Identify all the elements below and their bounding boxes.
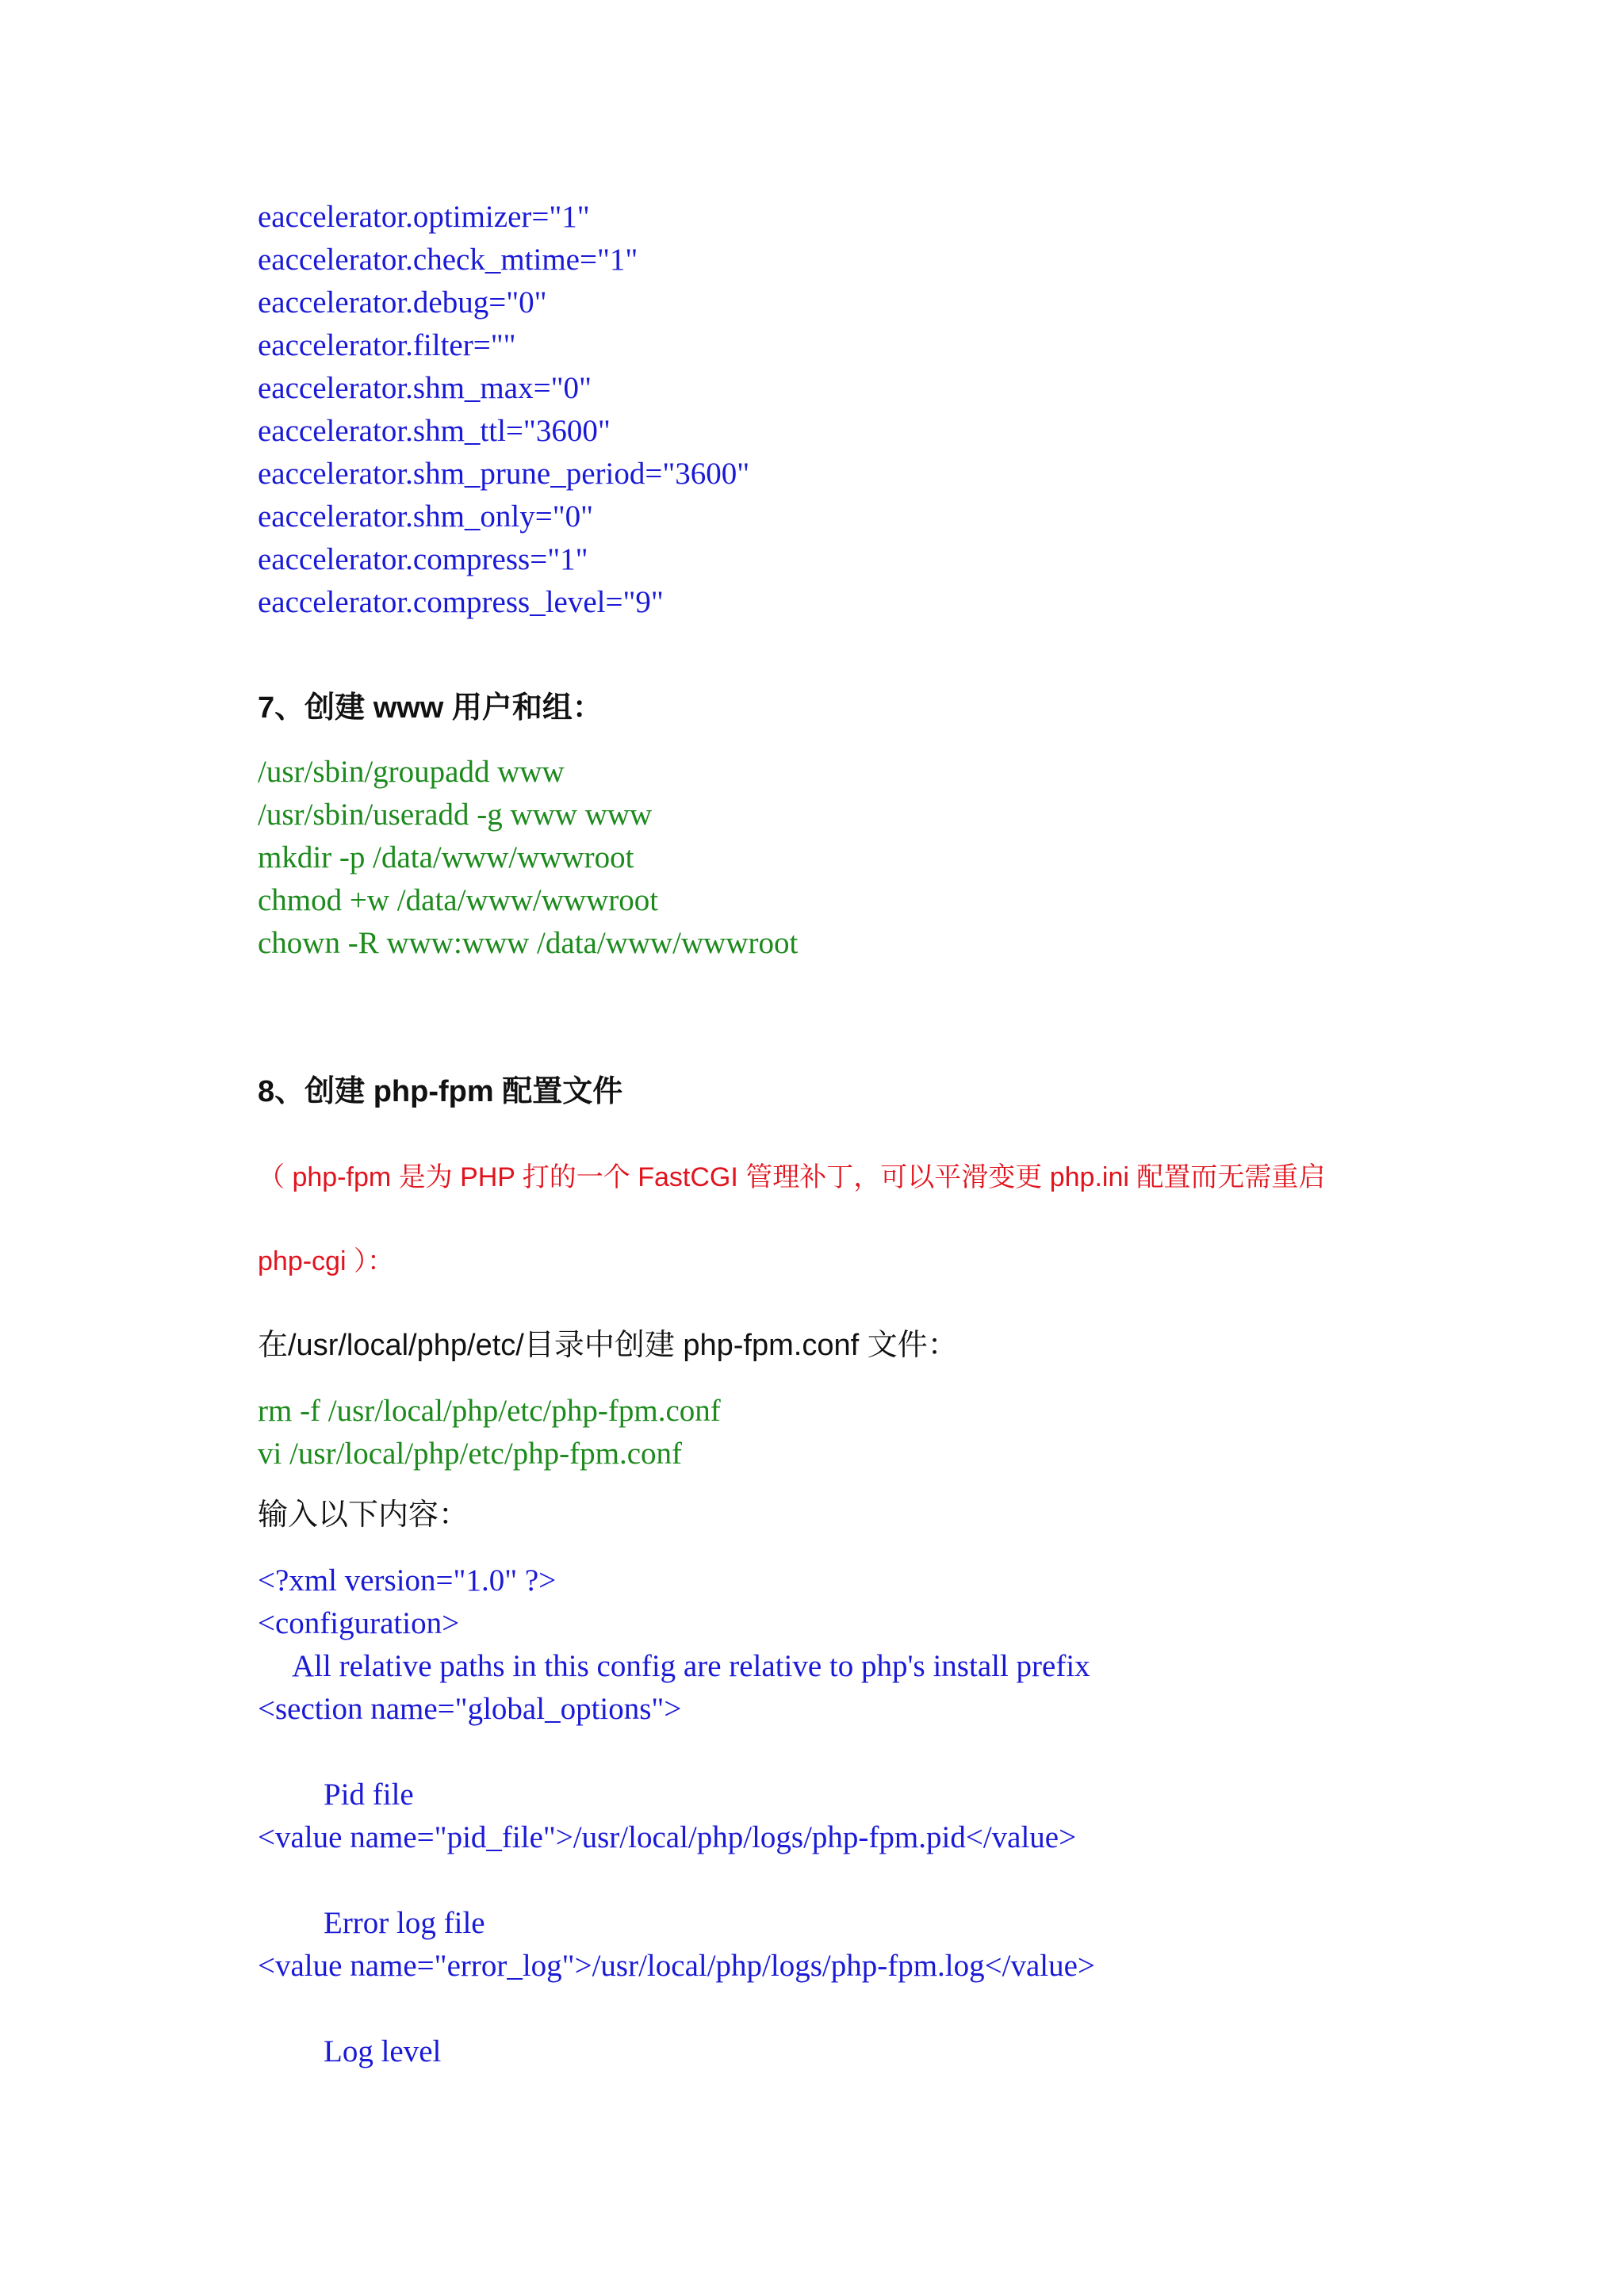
command-line: vi /usr/local/php/etc/php-fpm.conf (258, 1437, 683, 1471)
command-line: mkdir -p /data/www/wwwroot (258, 840, 634, 874)
config-comment: Pid file (324, 1777, 414, 1812)
config-line: <value name="pid_file">/usr/local/php/logs/php-fpm.pid</value> (258, 1820, 1077, 1854)
section-7-heading: 7、创建 www 用户和组： (258, 691, 603, 725)
input-following-label: 输入以下内容： (258, 1498, 469, 1532)
config-line: eaccelerator.filter="" (258, 328, 516, 362)
command-line: chown -R www:www /data/www/wwwroot (258, 926, 799, 960)
section-8-note-line-1: （ php-fpm 是为 PHP 打的一个 FastCGI 管理补丁，可以平滑变更 php.ini 配置而无需重启 (258, 1162, 1326, 1192)
config-line: <?xml version="1.0" ?> (258, 1563, 557, 1598)
section-8-intro: 在/usr/local/php/etc/目录中创建 php-fpm.conf 文件： (258, 1329, 958, 1362)
command-line: chmod +w /data/www/wwwroot (258, 883, 659, 917)
config-line: eaccelerator.compress_level="9" (258, 585, 664, 619)
config-line: eaccelerator.compress="1" (258, 542, 588, 576)
command-line: /usr/sbin/groupadd www (258, 755, 565, 789)
config-line: eaccelerator.shm_max="0" (258, 371, 592, 405)
config-comment: Log level (324, 2034, 442, 2068)
config-line: eaccelerator.optimizer="1" (258, 200, 590, 234)
config-comment: Error log file (324, 1906, 485, 1940)
command-line: rm -f /usr/local/php/etc/php-fpm.conf (258, 1394, 721, 1428)
command-line: /usr/sbin/useradd -g www www (258, 798, 653, 832)
config-line: <value name="error_log">/usr/local/php/logs/php-fpm.log</value> (258, 1949, 1095, 1983)
config-line: eaccelerator.debug="0" (258, 285, 547, 320)
config-line: eaccelerator.shm_ttl="3600" (258, 414, 611, 448)
config-comment: All relative paths in this config are relative to php's install prefix (292, 1649, 1090, 1683)
config-line: <section name="global_options"> (258, 1692, 682, 1726)
config-line: eaccelerator.check_mtime="1" (258, 243, 638, 277)
config-line: <configuration> (258, 1606, 460, 1640)
config-line: eaccelerator.shm_only="0" (258, 499, 594, 534)
config-line: eaccelerator.shm_prune_period="3600" (258, 457, 750, 491)
section-8-note-line-2: php-cgi ）： (258, 1246, 394, 1276)
section-8-heading: 8、创建 php-fpm 配置文件 (258, 1075, 623, 1108)
